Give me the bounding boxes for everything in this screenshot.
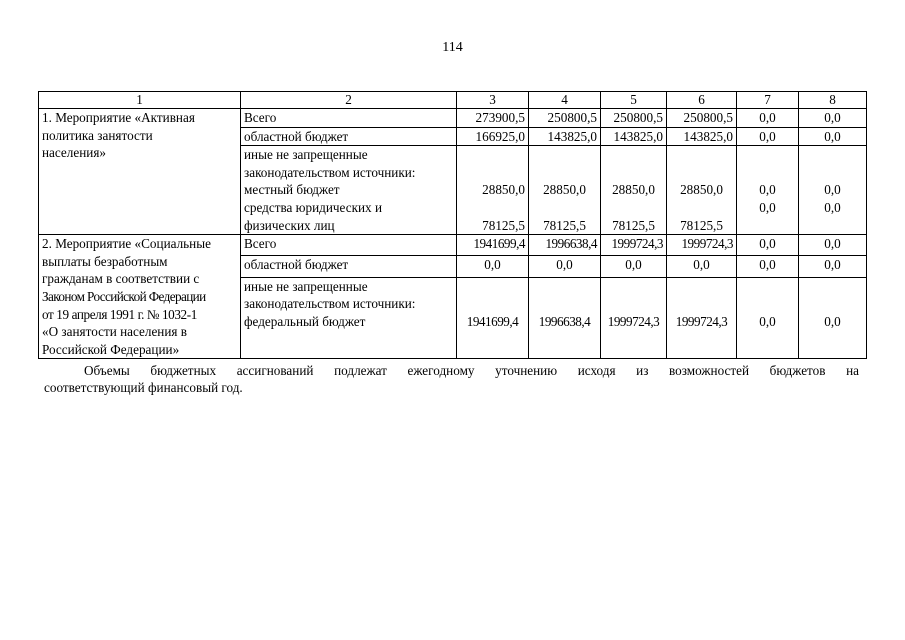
value-cell: 0,0 — [799, 235, 867, 256]
column-header: 4 — [529, 92, 601, 109]
local-budget-value: 28850,0 — [482, 182, 525, 198]
value-cell: 143825,0 — [601, 127, 667, 146]
value-cell — [601, 277, 667, 359]
page-number: 114 — [442, 40, 463, 55]
federal-budget-value: 1996638,4 — [538, 313, 591, 329]
value-cell — [737, 277, 799, 359]
value-cell: 0,0 — [737, 235, 799, 256]
value-cell — [737, 146, 799, 235]
footnote-line: Объемы бюджетных ассигнований подлежат ежегодному уточнению исходя из возможностей бюджетов на — [84, 363, 859, 378]
table-row — [39, 235, 867, 256]
table-header-row — [39, 92, 867, 109]
measure-name-line: населения» — [42, 145, 106, 161]
value-cell: 250800,5 — [601, 109, 667, 128]
column-header: 3 — [457, 92, 529, 109]
value-cell: 0,0 — [799, 127, 867, 146]
value-cell: 0,0 — [457, 256, 529, 277]
legal-entities-value: 78125,5 — [612, 217, 655, 233]
table-row — [39, 109, 867, 128]
measure-name-line: выплаты безработным — [42, 253, 168, 269]
source-line: законодательством источники: — [244, 164, 416, 180]
source-line: средства юридических и — [244, 199, 383, 215]
local-budget-value: 28850,0 — [612, 182, 655, 198]
column-header: 2 — [241, 92, 457, 109]
measure-name-line: гражданам в соответствии с — [42, 271, 200, 287]
source-label: областной бюджет — [241, 127, 457, 146]
value-cell — [457, 146, 529, 235]
value-cell: 250800,5 — [529, 109, 601, 128]
value-cell: 166925,0 — [457, 127, 529, 146]
column-header: 8 — [799, 92, 867, 109]
footnote-line: соответствующий финансовый год. — [44, 380, 243, 395]
measure-name-cell — [39, 109, 241, 235]
value-cell: 0,0 — [737, 109, 799, 128]
local-budget-value: 28850,0 — [543, 182, 586, 198]
budget-table — [38, 91, 867, 359]
source-line: иные не запрещенные — [244, 147, 368, 163]
legal-entities-value: 0,0 — [824, 199, 841, 215]
source-label: Всего — [241, 109, 457, 128]
value-cell — [667, 146, 737, 235]
measure-name-line: 1. Мероприятие «Активная — [42, 110, 195, 125]
value-cell — [601, 146, 667, 235]
measure-name-line: политика занятости — [42, 127, 153, 143]
source-line: федеральный бюджет — [244, 313, 366, 329]
source-line: законодательством источники: — [244, 296, 416, 312]
legal-entities-value: 78125,5 — [543, 217, 586, 233]
source-label: областной бюджет — [241, 256, 457, 277]
column-header: 5 — [601, 92, 667, 109]
value-cell: 0,0 — [529, 256, 601, 277]
value-cell: 1941699,4 — [457, 235, 529, 256]
value-cell — [667, 277, 737, 359]
source-line: физических лиц — [244, 217, 335, 233]
legal-entities-value: 0,0 — [759, 199, 776, 215]
legal-entities-value: 78125,5 — [482, 217, 525, 233]
federal-budget-value: 0,0 — [759, 313, 776, 329]
federal-budget-value: 1941699,4 — [466, 313, 519, 329]
value-cell: 143825,0 — [667, 127, 737, 146]
value-cell — [457, 277, 529, 359]
value-cell: 273900,5 — [457, 109, 529, 128]
source-label — [241, 146, 457, 235]
value-cell: 0,0 — [667, 256, 737, 277]
value-cell: 0,0 — [601, 256, 667, 277]
measure-name-line: 2. Мероприятие «Социальные — [42, 236, 211, 252]
value-cell — [529, 146, 601, 235]
federal-budget-value: 0,0 — [824, 313, 841, 329]
federal-budget-value: 1999724,3 — [675, 313, 728, 329]
value-cell — [799, 146, 867, 235]
source-line: местный бюджет — [244, 182, 340, 198]
column-header: 6 — [667, 92, 737, 109]
local-budget-value: 28850,0 — [680, 182, 723, 198]
value-cell: 0,0 — [737, 127, 799, 146]
value-cell: 1999724,3 — [601, 235, 667, 256]
measure-name-line: от 19 апреля 1991 г. № 1032-1 — [42, 306, 197, 322]
source-label — [241, 277, 457, 359]
value-cell: 1999724,3 — [667, 235, 737, 256]
value-cell: 143825,0 — [529, 127, 601, 146]
value-cell: 0,0 — [737, 256, 799, 277]
column-header: 7 — [737, 92, 799, 109]
measure-name-cell — [39, 235, 241, 359]
measure-name-line: «О занятости населения в — [42, 324, 187, 340]
source-line: иные не запрещенные — [244, 278, 368, 294]
footnote — [44, 362, 859, 396]
value-cell: 0,0 — [799, 256, 867, 277]
local-budget-value: 0,0 — [824, 182, 841, 198]
value-cell: 0,0 — [799, 109, 867, 128]
federal-budget-value: 1999724,3 — [607, 313, 660, 329]
source-label: Всего — [241, 235, 457, 256]
value-cell: 250800,5 — [667, 109, 737, 128]
measure-name-line: Российской Федерации» — [42, 341, 180, 357]
legal-entities-value: 78125,5 — [680, 217, 723, 233]
value-cell: 1996638,4 — [529, 235, 601, 256]
column-header: 1 — [39, 92, 241, 109]
measure-name-line: Законом Российской Федерации — [42, 288, 206, 304]
local-budget-value: 0,0 — [759, 182, 776, 198]
value-cell — [529, 277, 601, 359]
value-cell — [799, 277, 867, 359]
